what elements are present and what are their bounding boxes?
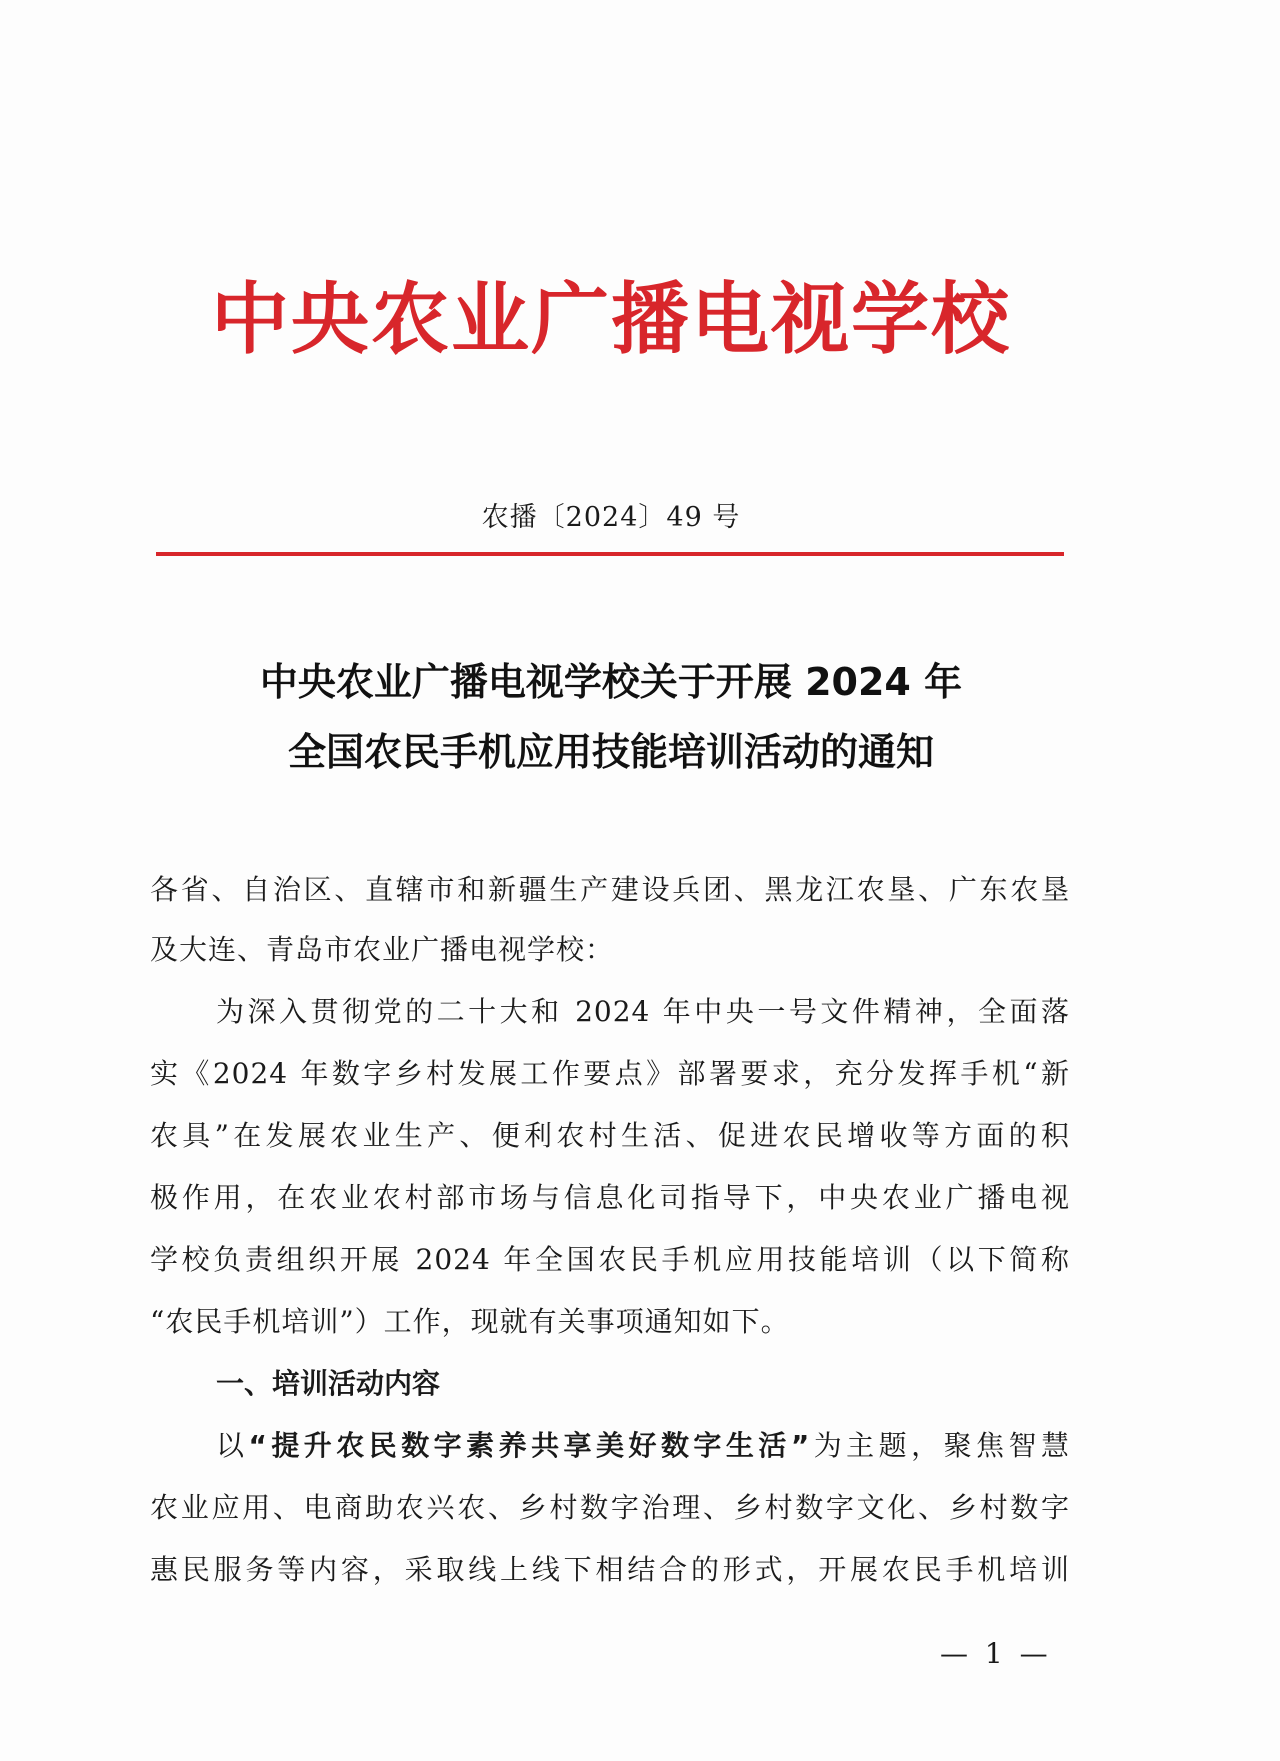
organization-header: 中央农业广播电视学校 <box>210 275 1011 365</box>
addressee-line-2: 及大连、青岛市农业广播电视学校： <box>150 933 615 966</box>
addressee-line-1: 各省、自治区、直辖市和新疆生产建设兵团、黑龙江农垦、广东农垦 <box>150 873 1070 906</box>
document-title-line-2: 全国农民手机应用技能培训活动的通知 <box>287 730 934 774</box>
paragraph-1-line-1: 为深入贯彻党的二十大和 2024 年中央一号文件精神，全面落 <box>216 995 1070 1028</box>
section-1-prefix: 以 <box>216 1429 249 1462</box>
paragraph-1-line-6: “农民手机培训”）工作，现就有关事项通知如下。 <box>150 1305 790 1338</box>
section-1-theme: “提升农民数字素养共享美好数字生活” <box>248 1429 811 1462</box>
section-1-line-3: 惠民服务等内容，采取线上线下相结合的形式，开展农民手机培训 <box>150 1553 1070 1586</box>
page-number: — 1 — <box>940 1637 1052 1670</box>
document-number: 农播〔2024〕49 号 <box>481 502 741 533</box>
section-1-heading: 一、培训活动内容 <box>216 1367 441 1400</box>
red-divider-rule <box>156 552 1064 556</box>
section-1-line-1 <box>216 1424 1070 1468</box>
paragraph-1-line-5: 学校负责组织开展 2024 年全国农民手机应用技能培训（以下简称 <box>150 1243 1070 1276</box>
section-1-line-2: 农业应用、电商助农兴农、乡村数字治理、乡村数字文化、乡村数字 <box>150 1491 1070 1524</box>
section-1-suffix: 为主题，聚焦智慧 <box>810 1429 1070 1462</box>
paragraph-1-line-2: 实《2024 年数字乡村发展工作要点》部署要求，充分发挥手机“新 <box>150 1057 1070 1090</box>
paragraph-1-line-4: 极作用，在农业农村部市场与信息化司指导下，中央农业广播电视 <box>150 1181 1070 1214</box>
document-title-line-1: 中央农业广播电视学校关于开展 2024 年 <box>259 660 963 704</box>
paragraph-1-line-3: 农具”在发展农业生产、便利农村生活、促进农民增收等方面的积 <box>150 1119 1070 1152</box>
